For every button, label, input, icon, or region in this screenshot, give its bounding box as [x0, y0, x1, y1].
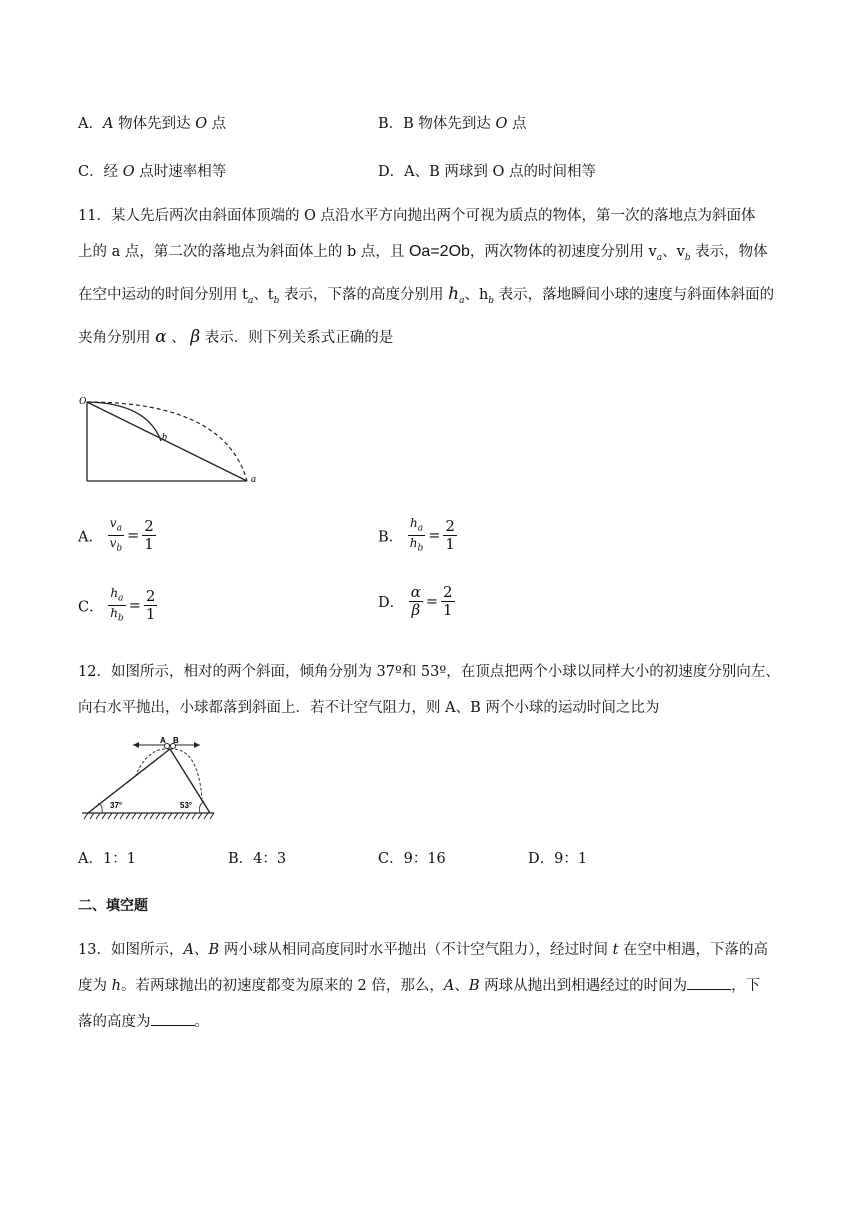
label-b: b: [162, 432, 167, 443]
q11-option-d: [378, 584, 455, 619]
text: 。: [194, 1014, 209, 1030]
q12-line-2: 向右水平抛出，小球都落到斜面上．若不计空气阻力，则 A、B 两个小球的运动时间之比为: [78, 700, 660, 716]
text: 、: [454, 978, 469, 994]
q10-option-b: [378, 112, 527, 133]
label-B: B: [173, 736, 179, 745]
frac-num: α: [410, 583, 421, 601]
frac-den: β: [411, 601, 421, 619]
q13-line-3: [78, 1004, 788, 1040]
sub: a: [116, 523, 122, 534]
q11-line-4: [78, 319, 788, 356]
answer-blank-time[interactable]: [687, 975, 731, 990]
q11-incline-figure: [75, 393, 265, 485]
text: 夹角分别用: [78, 329, 156, 346]
sub-b: b: [273, 295, 280, 306]
option-letter: D．: [378, 164, 405, 180]
var-B: B: [468, 978, 480, 994]
q12-option-b: B．4：3: [228, 851, 287, 867]
text: 、h: [464, 286, 489, 303]
frac-num: 2: [145, 587, 156, 606]
q11-stem: [78, 198, 788, 356]
option-letter: C．: [78, 164, 104, 180]
sub-a: a: [459, 295, 465, 306]
sub-b: b: [684, 252, 691, 263]
text: 落的高度为: [78, 1014, 151, 1030]
q12-line-1: 12．如图所示，相对的两个斜面，倾角分别为 37º和 53º，在顶点把两个小球以同样大小的初速度分别向左、: [78, 664, 780, 680]
q10-option-d: [378, 160, 596, 181]
left-slope: [88, 749, 170, 813]
incline-slope: [87, 402, 247, 481]
text: 在空中运动的时间分别用 t: [78, 286, 248, 303]
fraction-2-1: [142, 518, 156, 553]
arrow-right-icon: [194, 742, 200, 748]
text: 两小球从相同高度同时水平抛出（不计空气阻力），经过时间: [219, 942, 613, 958]
fraction-ha-hb: [108, 586, 126, 626]
sub: b: [117, 613, 124, 624]
option-text: 点: [207, 116, 227, 132]
ground-hatching: [84, 813, 214, 819]
var-A: A: [102, 116, 114, 132]
fraction-2-1: [443, 518, 457, 553]
fraction-va-vb: [108, 516, 125, 556]
var-O: O: [495, 116, 508, 132]
q13-stem: [78, 932, 788, 1040]
var-beta: β: [190, 326, 201, 347]
q12-option-d: D．9：1: [528, 851, 588, 867]
var-h: h: [448, 283, 460, 304]
q11-option-a: [78, 516, 156, 556]
option-letter: A．: [78, 116, 103, 132]
q11-line-3: [78, 276, 788, 319]
sub: b: [417, 543, 424, 554]
text: 表示，物体: [690, 244, 768, 260]
q11-option-b: [378, 516, 457, 556]
frac-den: v: [109, 536, 117, 551]
text: 、: [193, 942, 209, 958]
frac-den: h: [409, 536, 418, 551]
q12-double-incline-figure: [78, 735, 218, 820]
option-text: A、B 两球到 O 点的时间相等: [404, 164, 596, 180]
fraction-alpha-beta: [409, 584, 423, 619]
option-letter: A．: [78, 529, 103, 546]
q13-line-2: [78, 968, 788, 1004]
sub-a: a: [656, 252, 663, 263]
text: 在空中相遇，下落的高: [618, 942, 768, 958]
frac-den: 1: [145, 605, 156, 624]
var-A: A: [183, 942, 194, 958]
var-O: O: [195, 116, 208, 132]
frac-den: 1: [144, 535, 154, 554]
option-letter: C．: [78, 599, 104, 616]
option-text: 点: [507, 116, 527, 132]
option-text: B 物体先到达: [403, 116, 496, 132]
answer-blank-height[interactable]: [151, 1011, 195, 1026]
var-B: B: [208, 942, 220, 958]
equation-oa-2ob: Oa=2Ob: [408, 243, 470, 260]
equals-sign: =: [428, 527, 441, 544]
sub-a: a: [247, 295, 254, 306]
q11-line-1: 11．某人先后两次由斜面体顶端的 O 点沿水平方向抛出两个可视为质点的物体，第一次的落地点为斜面体: [78, 208, 756, 224]
frac-num: h: [110, 586, 119, 600]
text: 、v: [662, 244, 685, 260]
q12-stem: [78, 654, 788, 726]
frac-num: 2: [144, 517, 154, 536]
text: 两球从抛出到相遇经过的时间为: [479, 978, 688, 994]
text: ，两次物体的初速度分别用 v: [469, 244, 657, 260]
text: 表示，落地瞬间小球的速度与斜面体斜面的: [494, 286, 775, 303]
text: 、: [166, 329, 191, 346]
text: 、t: [253, 286, 274, 303]
sub-b: b: [488, 295, 495, 306]
angle-right-label: 53°: [180, 801, 193, 810]
text: ，下: [731, 978, 761, 994]
equals-sign: =: [425, 593, 439, 610]
var-h: h: [111, 978, 121, 994]
option-letter: B．: [378, 116, 404, 132]
q11-line-2: [78, 234, 788, 276]
frac-den: 1: [445, 535, 455, 554]
frac-num: h: [409, 516, 418, 530]
q12-option-a: A．1：1: [78, 851, 136, 867]
q13-line-1: [78, 932, 788, 968]
option-text: 点时速率相等: [134, 164, 227, 180]
text: 表示．则下列关系式正确的是: [200, 329, 394, 346]
q10-option-a: [78, 112, 226, 133]
fraction-2-1: [144, 588, 158, 623]
sub: a: [118, 593, 124, 604]
text: 上的 a 点，第二次的落地点为斜面体上的 b 点，且: [78, 244, 409, 260]
frac-num: v: [109, 516, 117, 530]
frac-num: 2: [443, 583, 453, 601]
q11-option-c: [78, 586, 157, 626]
option-letter: B．: [378, 529, 404, 546]
frac-den: h: [110, 606, 118, 621]
fraction-2-1: [441, 584, 455, 619]
sub: a: [417, 523, 424, 534]
sub: b: [116, 543, 123, 554]
frac-den: 1: [443, 601, 453, 619]
var-A: A: [443, 978, 455, 994]
equals-sign: =: [127, 527, 140, 544]
label-a: a: [251, 474, 256, 485]
fraction-ha-hb: [408, 516, 426, 556]
option-text: 经: [103, 164, 123, 180]
var-O: O: [122, 164, 135, 180]
text: 表示，下落的高度分别用: [279, 286, 449, 303]
label-A: A: [160, 736, 166, 745]
text: 。若两球抛出的初速度都变为原来的 2 倍，那么，: [120, 978, 444, 994]
option-text: 物体先到达: [113, 116, 196, 132]
var-t: t: [612, 942, 619, 958]
q12-option-c: C．9：16: [378, 851, 446, 867]
angle-left-label: 37°: [110, 801, 123, 810]
text: 度为: [78, 978, 112, 994]
equals-sign: =: [128, 597, 141, 614]
frac-num: 2: [445, 517, 455, 536]
text: 13．如图所示，: [78, 942, 184, 958]
arrow-left-icon: [133, 742, 139, 748]
section-heading: 二、填空题: [78, 898, 148, 914]
q10-option-c: [78, 160, 226, 181]
label-O: O: [79, 396, 87, 407]
var-alpha: α: [155, 326, 167, 347]
option-letter: D．: [378, 595, 405, 611]
